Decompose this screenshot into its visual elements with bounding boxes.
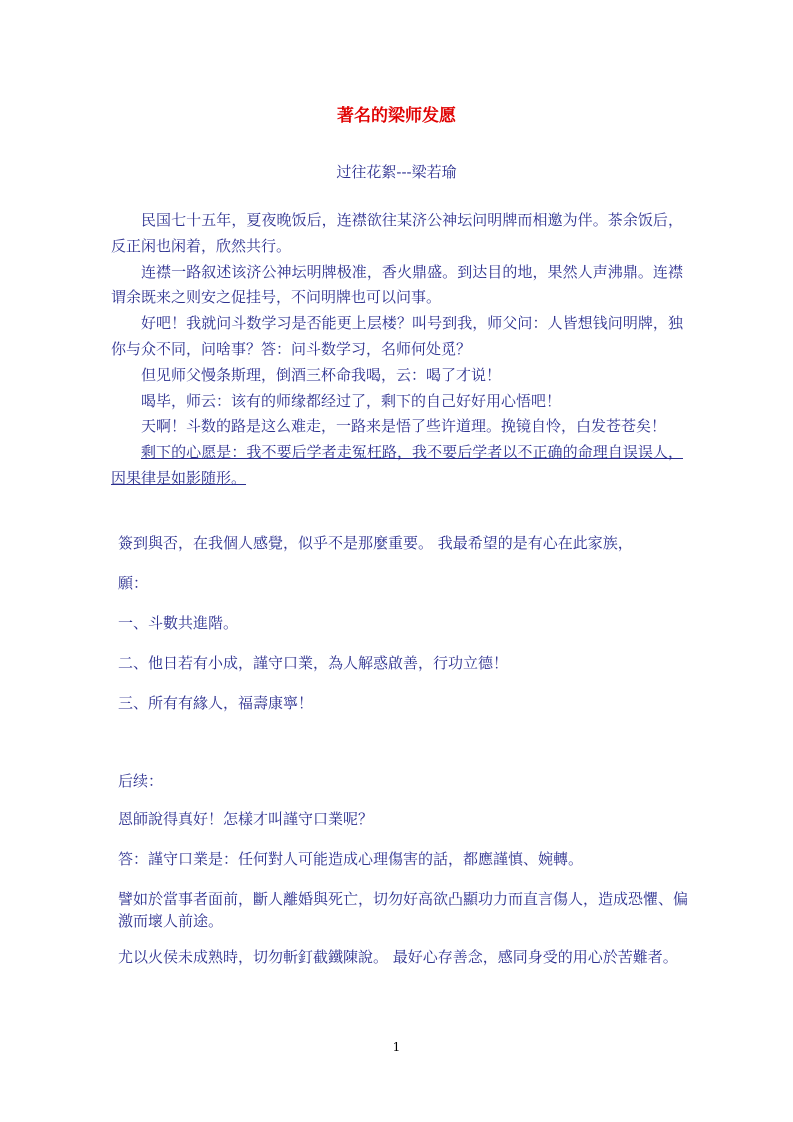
- wish-item: 一、斗數共進階。: [118, 614, 239, 632]
- followup-line: 答：謹守口業是：任何對人可能造成心理傷害的話，都應謹慎、婉轉。: [118, 850, 584, 868]
- wish-item: 三、所有有緣人，福壽康寧！: [118, 694, 314, 712]
- followup-line: 譬如於當事者面前，斷人離婚與死亡，切勿好高欲凸顯功力而直言傷人，造成恐懼、偏激而壞人前途。: [118, 890, 689, 930]
- paragraph: 喝毕，师云：该有的师缘都经过了，剩下的自己好好用心悟吧！: [141, 391, 562, 410]
- followup-line: 恩師說得真好！怎樣才叫謹守口業呢？: [118, 810, 374, 828]
- followup-line: 尤以火侯未成熟時，切勿斬釘截鐵陳說。 最好心存善念，感同身受的用心於苦難者。: [118, 948, 678, 966]
- paragraph: 但见师父慢条斯理，倒酒三杯命我喝，云：喝了才说！: [141, 365, 502, 384]
- paragraph: 天啊！斗数的路是这么难走，一路来是悟了些许道理。挽镜自怜，白发苍苍矣！: [141, 417, 667, 436]
- checkin-intro: 簽到與否，在我個人感覺，似乎不是那麼重要。 我最希望的是有心在此家族，: [118, 534, 633, 552]
- wish-item: 二、他日若有小成，謹守口業，為人解惑啟善，行功立德！: [118, 654, 509, 672]
- underlined-text: 剩下的心愿是：我不要后学者走冤枉路，我不要后学者以不正确的命理自误误人，因果律是如影随形。: [111, 443, 683, 487]
- document-title: 著名的梁师发愿: [337, 106, 456, 126]
- paragraph: 民国七十五年，夏夜晚饭后，连襟欲往某济公神坛问明牌而相邀为伴。茶余饭后，反正闲也闲着，欣然共行。: [111, 211, 683, 255]
- paragraph: 连襟一路叙述该济公神坛明牌极准，香火鼎盛。到达目的地，果然人声沸鼎。连襟谓余既来之则安之促挂号，不问明牌也可以问事。: [111, 262, 683, 307]
- wish-paragraph: [111, 440, 683, 492]
- document-subtitle: 过往花絮---梁若瑜: [336, 163, 457, 181]
- wish-label: 願：: [118, 574, 149, 592]
- followup-label: 后续：: [118, 772, 164, 790]
- paragraph: 好吧！我就问斗数学习是否能更上层楼？叫号到我，师父问：人皆想钱问明牌，独你与众不同，问啥事？答：问斗数学习，名师何处觅？: [111, 314, 683, 358]
- story-body: [111, 208, 683, 492]
- page-number: 1: [392, 1040, 401, 1054]
